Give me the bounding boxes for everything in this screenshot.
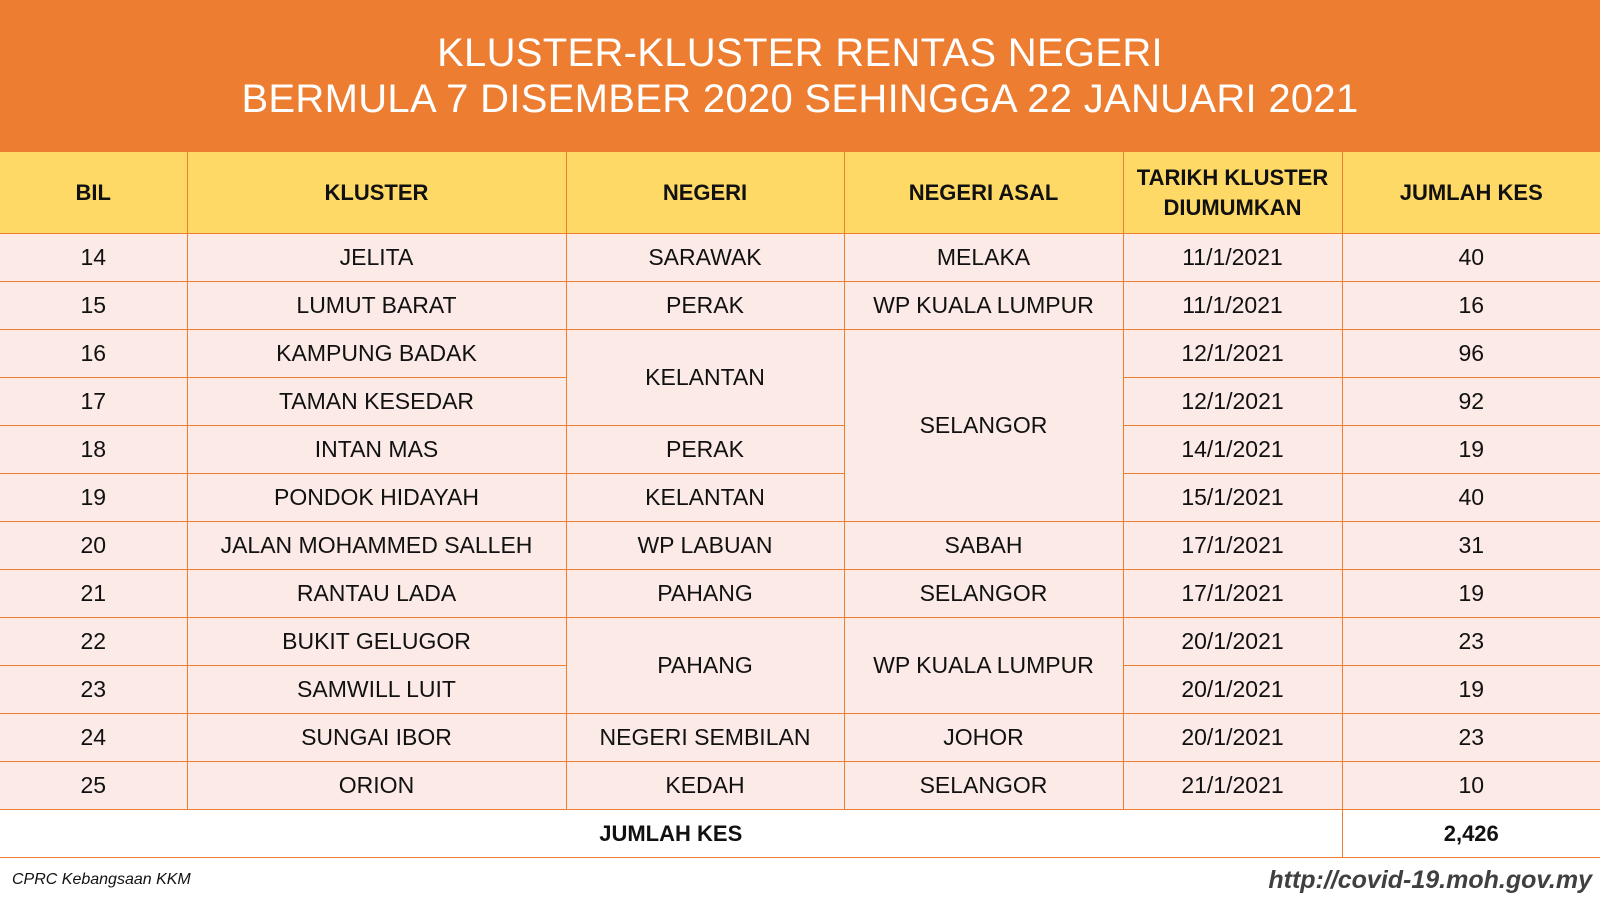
- table-row: [0, 570, 1600, 618]
- cell-jumlah: 31: [1342, 522, 1600, 570]
- header-tarikh: [1123, 152, 1342, 234]
- cell-negeri: SARAWAK: [566, 234, 844, 282]
- cell-tarikh: 20/1/2021: [1123, 714, 1342, 762]
- cell-bil: 16: [0, 330, 187, 378]
- cell-negeri-asal: SABAH: [844, 522, 1123, 570]
- cell-negeri: KELANTAN: [566, 330, 844, 426]
- cell-negeri: KELANTAN: [566, 474, 844, 522]
- cell-negeri: PAHANG: [566, 618, 844, 714]
- cell-jumlah: 92: [1342, 378, 1600, 426]
- cell-bil: 17: [0, 378, 187, 426]
- cell-negeri: NEGERI SEMBILAN: [566, 714, 844, 762]
- cell-jumlah: 40: [1342, 234, 1600, 282]
- cell-tarikh: 20/1/2021: [1123, 666, 1342, 714]
- cell-negeri-asal: MELAKA: [844, 234, 1123, 282]
- title-banner: [0, 0, 1600, 151]
- cell-negeri-asal: SELANGOR: [844, 330, 1123, 522]
- cell-kluster: ORION: [187, 762, 566, 810]
- table-row: [0, 618, 1600, 666]
- title-line-2: BERMULA 7 DISEMBER 2020 SEHINGGA 22 JANUARI 2021: [241, 76, 1359, 121]
- cell-bil: 24: [0, 714, 187, 762]
- clusters-table: [0, 151, 1600, 858]
- cell-negeri-asal: SELANGOR: [844, 570, 1123, 618]
- cell-negeri-asal: WP KUALA LUMPUR: [844, 618, 1123, 714]
- header-tarikh-line-2: DIUMUMKAN: [1163, 194, 1302, 220]
- table-row: [0, 426, 1600, 474]
- header-jumlah: JUMLAH KES: [1342, 152, 1600, 234]
- total-value: 2,426: [1342, 810, 1600, 858]
- cell-negeri: WP LABUAN: [566, 522, 844, 570]
- table-row: [0, 282, 1600, 330]
- cell-kluster: LUMUT BARAT: [187, 282, 566, 330]
- cell-kluster: INTAN MAS: [187, 426, 566, 474]
- cell-bil: 14: [0, 234, 187, 282]
- header-negeri-asal: NEGERI ASAL: [844, 152, 1123, 234]
- header-tarikh-line-1: TARIKH KLUSTER: [1136, 164, 1329, 190]
- table-row: [0, 474, 1600, 522]
- title-line-1: KLUSTER-KLUSTER RENTAS NEGERI: [437, 30, 1163, 75]
- cell-jumlah: 19: [1342, 570, 1600, 618]
- cell-tarikh: 15/1/2021: [1123, 474, 1342, 522]
- cell-tarikh: 20/1/2021: [1123, 618, 1342, 666]
- cell-negeri-asal: JOHOR: [844, 714, 1123, 762]
- table-header-row: [0, 152, 1600, 234]
- table-row: [0, 762, 1600, 810]
- cell-bil: 23: [0, 666, 187, 714]
- cell-tarikh: 17/1/2021: [1123, 522, 1342, 570]
- table-row: [0, 714, 1600, 762]
- cell-kluster: SUNGAI IBOR: [187, 714, 566, 762]
- cell-bil: 18: [0, 426, 187, 474]
- cell-negeri-asal: WP KUALA LUMPUR: [844, 282, 1123, 330]
- cell-kluster: BUKIT GELUGOR: [187, 618, 566, 666]
- cell-tarikh: 12/1/2021: [1123, 378, 1342, 426]
- header-negeri: NEGERI: [566, 152, 844, 234]
- table-row: [0, 234, 1600, 282]
- cell-bil: 15: [0, 282, 187, 330]
- cell-jumlah: 23: [1342, 714, 1600, 762]
- cell-bil: 22: [0, 618, 187, 666]
- cell-tarikh: 11/1/2021: [1123, 282, 1342, 330]
- cell-jumlah: 16: [1342, 282, 1600, 330]
- cell-jumlah: 96: [1342, 330, 1600, 378]
- cell-bil: 20: [0, 522, 187, 570]
- cell-jumlah: 10: [1342, 762, 1600, 810]
- cell-bil: 19: [0, 474, 187, 522]
- cell-jumlah: 23: [1342, 618, 1600, 666]
- cell-negeri: PERAK: [566, 282, 844, 330]
- table-row: [0, 330, 1600, 378]
- cell-tarikh: 11/1/2021: [1123, 234, 1342, 282]
- cell-negeri: PAHANG: [566, 570, 844, 618]
- header-kluster: KLUSTER: [187, 152, 566, 234]
- cell-jumlah: 19: [1342, 426, 1600, 474]
- cell-jumlah: 19: [1342, 666, 1600, 714]
- table-row: [0, 522, 1600, 570]
- cell-negeri: KEDAH: [566, 762, 844, 810]
- header-bil: BIL: [0, 152, 187, 234]
- cell-tarikh: 12/1/2021: [1123, 330, 1342, 378]
- cell-negeri: PERAK: [566, 426, 844, 474]
- cell-bil: 25: [0, 762, 187, 810]
- cell-kluster: JELITA: [187, 234, 566, 282]
- total-label: JUMLAH KES: [0, 810, 1342, 858]
- cell-bil: 21: [0, 570, 187, 618]
- cell-tarikh: 21/1/2021: [1123, 762, 1342, 810]
- cell-tarikh: 14/1/2021: [1123, 426, 1342, 474]
- source-credit: CPRC Kebangsaan KKM: [12, 871, 191, 888]
- cell-jumlah: 40: [1342, 474, 1600, 522]
- cell-kluster: KAMPUNG BADAK: [187, 330, 566, 378]
- cell-negeri-asal: SELANGOR: [844, 762, 1123, 810]
- total-row: [0, 810, 1600, 858]
- cell-tarikh: 17/1/2021: [1123, 570, 1342, 618]
- source-url-link[interactable]: http://covid-19.moh.gov.my: [1268, 866, 1592, 894]
- cell-kluster: TAMAN KESEDAR: [187, 378, 566, 426]
- cell-kluster: SAMWILL LUIT: [187, 666, 566, 714]
- cell-kluster: PONDOK HIDAYAH: [187, 474, 566, 522]
- cell-kluster: JALAN MOHAMMED SALLEH: [187, 522, 566, 570]
- cell-kluster: RANTAU LADA: [187, 570, 566, 618]
